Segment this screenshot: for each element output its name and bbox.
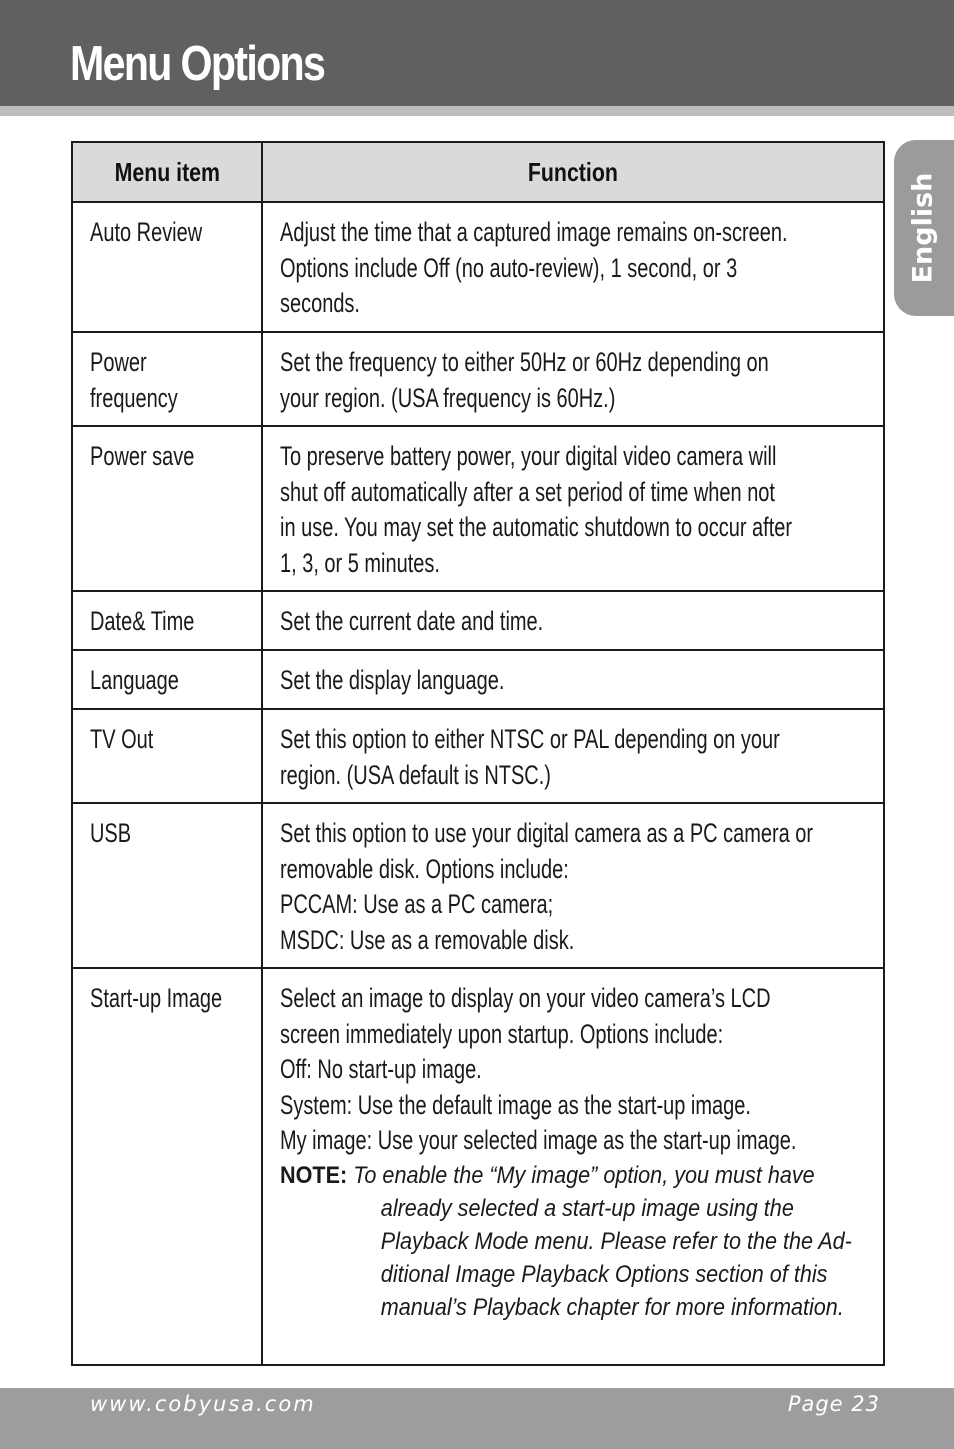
table-row <box>72 426 884 591</box>
table-row <box>72 968 884 1365</box>
table-row <box>72 709 884 803</box>
function-cell: Set the display language. <box>262 650 884 709</box>
footer-url[interactable]: www.cobyusa.com <box>90 1392 316 1416</box>
menu-item-cell: USB <box>72 803 262 968</box>
table-row <box>72 332 884 426</box>
function-cell: Set the frequency to either 50Hz or 60Hz depending on your region. (USA frequency is 60Hz.) <box>262 332 884 426</box>
function-cell: To preserve battery power, your digital video camera will shut off automatically after a set period of time when not in use. You may set the automatic shutdown to occur after 1, 3, or 5 minutes. <box>262 426 884 591</box>
note-block <box>280 1159 882 1324</box>
function-cell: Adjust the time that a captured image remains on-screen. Options include Off (no auto-review), 1 second, or 3 seconds. <box>262 202 884 332</box>
note-line: Playback Mode menu. Please refer to the the Ad- <box>380 1227 852 1255</box>
note-line: manual’s Playback chapter for more information. <box>380 1293 844 1321</box>
menu-item-cell: Date& Time <box>72 591 262 650</box>
menu-item-cell: Language <box>72 650 262 709</box>
table-row <box>72 650 884 709</box>
table-header-row <box>72 142 884 202</box>
function-cell: Set this option to either NTSC or PAL depending on your region. (USA default is NTSC.) <box>262 709 884 803</box>
menu-item-cell: Power save <box>72 426 262 591</box>
table-row <box>72 803 884 968</box>
menu-item-cell: TV Out <box>72 709 262 803</box>
table-row <box>72 591 884 650</box>
note-line: ditional Image Playback Options section of this <box>380 1260 828 1288</box>
function-cell: Set this option to use your digital camera as a PC camera or removable disk. Options include: PCCAM: Use as a PC camera; MSDC: Use as a removable disk. <box>262 803 884 968</box>
menu-item-cell: Power frequency <box>72 332 262 426</box>
table-row <box>72 202 884 332</box>
page-title: Menu Options <box>70 37 325 91</box>
page-number: Page 23 <box>787 1392 880 1416</box>
language-tab-label: English <box>907 172 939 284</box>
note-text: To enable the “My image” option, you must have <box>353 1161 815 1189</box>
function-cell: Set the current date and time. <box>262 591 884 650</box>
note-line: already selected a start-up image using the <box>380 1194 794 1222</box>
menu-item-cell: Auto Review <box>72 202 262 332</box>
column-header-menu-item: Menu item <box>72 142 262 202</box>
function-cell: Select an image to display on your video camera’s LCD screen immediately upon startup. Options include: Off: No start-up image. System: Use the default image as the start-up image. My image: Use your selected image as the start-up image. NOTE: To enable the “My image” option, you must have already selected a start-up image using the Playback Mode menu. Please refer to the the Ad- ditional Image Playback Options section of this manual’s Playback chapter for more information. <box>262 968 884 1365</box>
header-divider <box>0 106 954 116</box>
note-label: NOTE: <box>280 1161 348 1189</box>
menu-options-table <box>71 141 885 1366</box>
column-header-function: Function <box>262 142 884 202</box>
menu-item-cell: Start-up Image <box>72 968 262 1365</box>
